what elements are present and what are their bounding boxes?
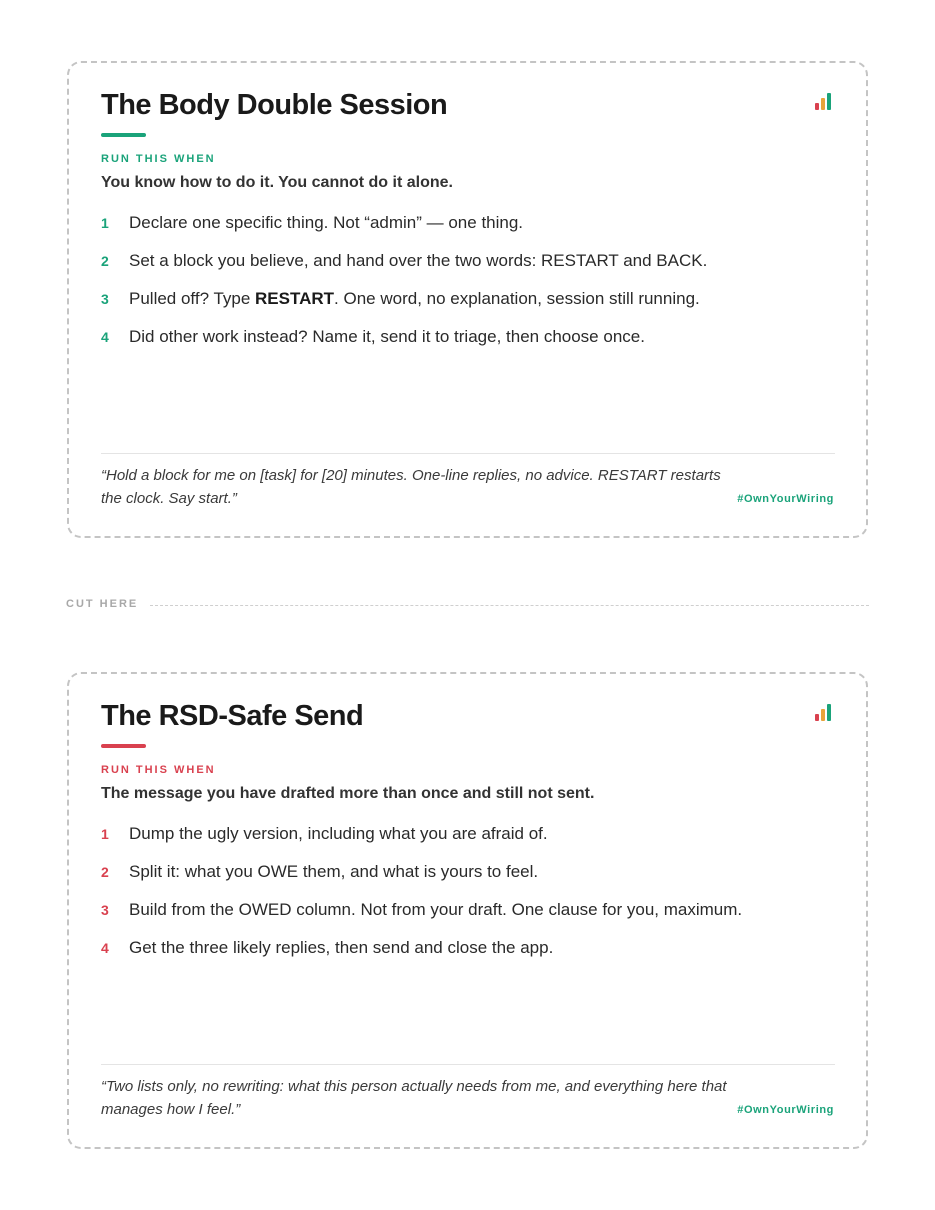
step-text-pre: Pulled off? Type [129,289,256,308]
step-item [101,938,841,976]
level-bars-icon [815,703,835,721]
prompt-quote: “Hold a block for me on [task] for [20] minutes. One-line replies, no advice. RESTART restarts the clock. Say start.” [101,467,721,507]
step-number: 4 [101,329,109,345]
run-this-when-description: The message you have drafted more than once and still not sent. [101,785,595,802]
run-this-when-description: You know how to do it. You cannot do it alone. [101,174,453,191]
step-item [101,824,841,862]
step-number: 1 [101,826,109,842]
hashtag: #OwnYourWiring [737,1104,834,1116]
step-text: Declare one specific thing. Not “admin” — one thing. [129,213,524,232]
step-text: Dump the ugly version, including what you are afraid of. [129,824,548,843]
divider [101,453,835,454]
step-text: Build from the OWED column. Not from your draft. One clause for you, maximum. [129,900,743,919]
step-number: 2 [101,864,109,880]
step-number: 3 [101,902,109,918]
step-item [101,289,841,327]
step-text: Did other work instead? Name it, send it to triage, then choose once. [129,327,645,346]
card-title: The Body Double Session [101,89,448,121]
step-text [129,289,700,309]
step-text: Split it: what you OWE them, and what is yours to feel. [129,862,539,881]
prompt-quote: “Two lists only, no rewriting: what this person actually needs from me, and everything here that manages how I feel.” [101,1078,727,1118]
step-text: Set a block you believe, and hand over the two words: RESTART and BACK. [129,251,708,270]
step-number: 4 [101,940,109,956]
cut-here-label: CUT HERE [66,598,139,610]
step-number: 2 [101,253,109,269]
level-bars-icon [815,92,835,110]
step-item [101,327,841,365]
steps-list [101,824,841,976]
step-number: 3 [101,291,109,307]
step-text-post: . One word, no explanation, session still running. [334,289,700,308]
card-title: The RSD-Safe Send [101,700,364,732]
run-this-when-label: RUN THIS WHEN [101,153,216,165]
step-item [101,213,841,251]
step-item [101,900,841,938]
step-number: 1 [101,215,109,231]
steps-list [101,213,841,365]
step-item [101,862,841,900]
card-rsd-safe-send [67,672,868,1149]
step-item [101,251,841,289]
run-this-when-label: RUN THIS WHEN [101,764,216,776]
cut-line [66,597,869,613]
divider [101,1064,835,1065]
accent-bar [101,744,146,748]
step-text: Get the three likely replies, then send and close the app. [129,938,554,957]
cut-dashed-line [150,605,869,606]
step-keyword: RESTART [255,289,335,308]
card-body-double [67,61,868,538]
accent-bar [101,133,146,137]
hashtag: #OwnYourWiring [737,493,834,505]
